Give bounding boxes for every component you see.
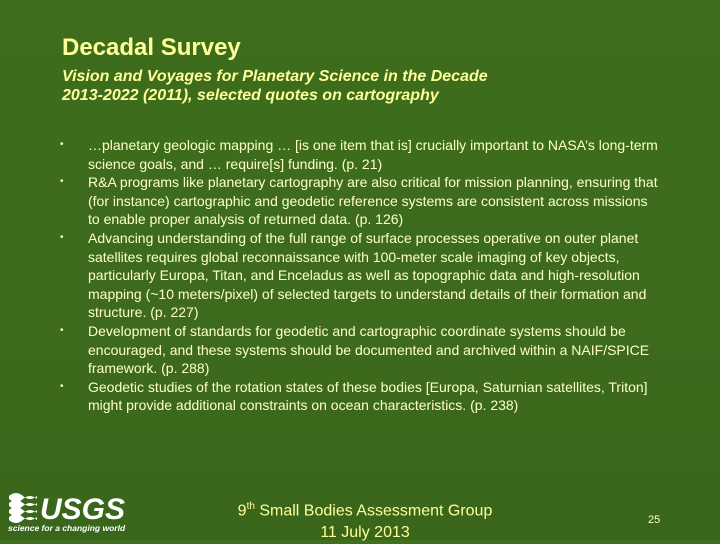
event-date: 11 July 2013 (320, 524, 410, 542)
quote-item (60, 229, 660, 322)
quote-text: R&A programs like planetary cartography are also critical for mission planning, ensuring that (for instance) cartographic and geodetic reference systems are consistent across missions to enable proper analysis of returned data. (p. 126) (88, 174, 658, 228)
bullet-icon: • (60, 324, 64, 336)
quote-list (60, 136, 660, 415)
event-name: Small Bodies Assessment Group (254, 502, 493, 520)
bullet-icon: • (60, 176, 64, 188)
event-suffix: th (246, 501, 255, 512)
bullet-icon: • (60, 231, 64, 243)
usgs-logo-text: USGS (40, 493, 126, 526)
quote-text: …planetary geologic mapping … [is one item that is] crucially important to NASA’s long-term science goals, and … require[s] funding. (p. 21) (88, 137, 658, 172)
event-number: 9 (237, 502, 247, 520)
usgs-logo-tagline: science for a changing world (8, 523, 126, 533)
quote-text: Geodetic studies of the rotation states of these bodies [Europa, Saturnian satellites, Triton] might provide additional constraints on ocean characteristics. (p. 238) (88, 378, 648, 414)
quote-item (60, 322, 660, 378)
page-number: 25 (648, 514, 661, 526)
footer-event (205, 496, 525, 544)
quote-text: Development of standards for geodetic and cartographic coordinate systems should be encouraged, and these systems should be documented and archived within a NAIF/SPICE framework. (p. 288) (88, 322, 650, 377)
bullet-icon: • (60, 380, 64, 392)
event-title (205, 496, 525, 522)
slide-title: Decadal Survey (62, 34, 241, 61)
bullet-icon: • (60, 139, 64, 150)
usgs-wave-icon (8, 490, 38, 523)
quote-text: Advancing understanding of the full range of surface processes operative on outer planet satellites requires global reconnaissance with 100-meter scale imaging of key objects, particularly Europa, Titan, and Enceladus as well as topographic data and high-resolution mapping (~10 meters/pixel) of selected targets to understand details of their formation and structure. (p. 227) (88, 229, 647, 321)
quote-item (60, 136, 660, 173)
subtitle-line-1: Vision and Voyages for Planetary Science in the Decade (62, 68, 488, 85)
slide-subtitle (62, 67, 662, 105)
quote-item (60, 378, 660, 415)
usgs-logo (6, 486, 136, 534)
quote-item (60, 173, 660, 229)
subtitle-line-2: 2013-2022 (2011), selected quotes on cartography (62, 87, 439, 104)
